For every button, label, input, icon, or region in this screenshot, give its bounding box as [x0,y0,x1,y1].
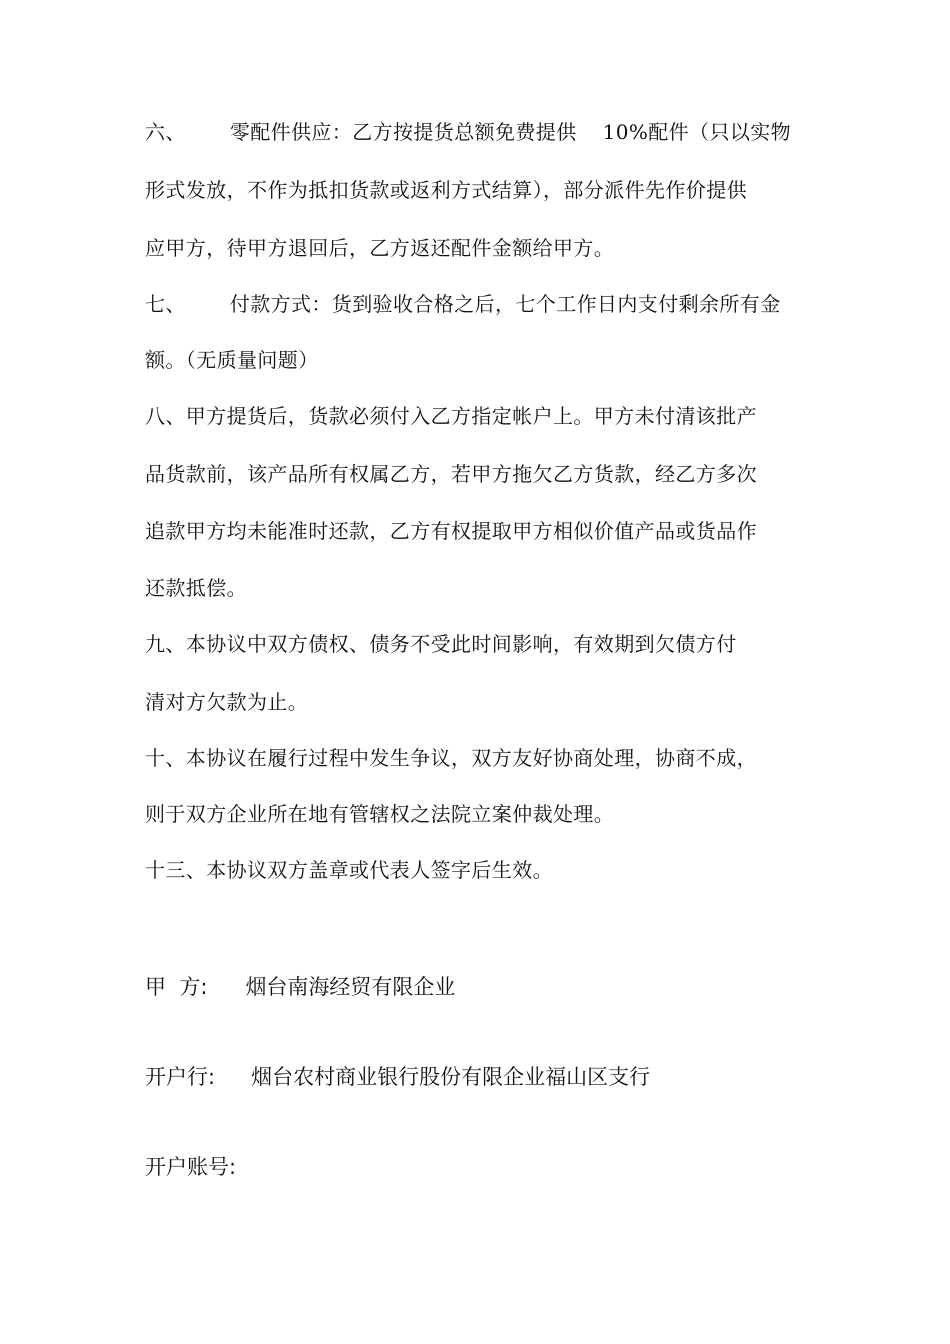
clause-8-line-2: 品货款前，该产品所有权属乙方，若甲方拖欠乙方货款，经乙方多次 [145,462,757,486]
clause-8-line-4: 还款抵偿。 [145,576,247,600]
account-label: 开户账号: [145,1155,237,1179]
clause-6-text-a: 零配件供应：乙方按提货总额免费提供 [229,120,577,144]
party-a-value: 烟台南海经贸有限企业 [245,975,456,999]
bank-value: 烟台农村商业银行股份有限企业福山区支行 [251,1065,651,1089]
clause-13-line-1: 十三、本协议双方盖章或代表人签字后生效。 [145,858,553,882]
bank-row [145,1062,825,1092]
clause-9-line-2: 清对方欠款为止。 [145,690,309,714]
clause-7-number: 七、 [145,292,186,316]
bank-label: 开户行: [145,1065,216,1089]
party-a-label: 甲 方: [145,975,208,999]
clause-7-text: 付款方式：货到验收合格之后，七个工作日内支付剩余所有金 [229,292,781,316]
clause-6-line-3: 应甲方，待甲方退回后，乙方返还配件金额给甲方。 [145,236,615,260]
clause-8-line-1: 八、甲方提货后，货款必须付入乙方指定帐户上。甲方未付清该批产 [145,404,757,428]
clause-6-line-1 [145,118,825,146]
clause-10-line-1: 十、本协议在履行过程中发生争议，双方友好协商处理，协商不成， [145,746,757,770]
clause-10-line-2: 则于双方企业所在地有管辖权之法院立案仲裁处理。 [145,802,615,826]
clause-7-line-2: 额。（无质量问题） [145,348,319,372]
clause-9-line-1: 九、本协议中双方债权、债务不受此时间影响，有效期到欠债方付 [145,632,737,656]
clause-6-text-b: 10%配件（只以实物 [602,120,792,144]
clause-8-line-3: 追款甲方均未能准时还款，乙方有权提取甲方相似价值产品或货品作 [145,519,757,543]
account-row [145,1152,825,1182]
clause-6-number: 六、 [145,120,186,144]
clause-7-line-1 [145,290,825,318]
clause-6-line-2: 形式发放，不作为抵扣货款或返利方式结算），部分派件先作价提供 [145,178,747,202]
party-a-row [145,972,825,1002]
